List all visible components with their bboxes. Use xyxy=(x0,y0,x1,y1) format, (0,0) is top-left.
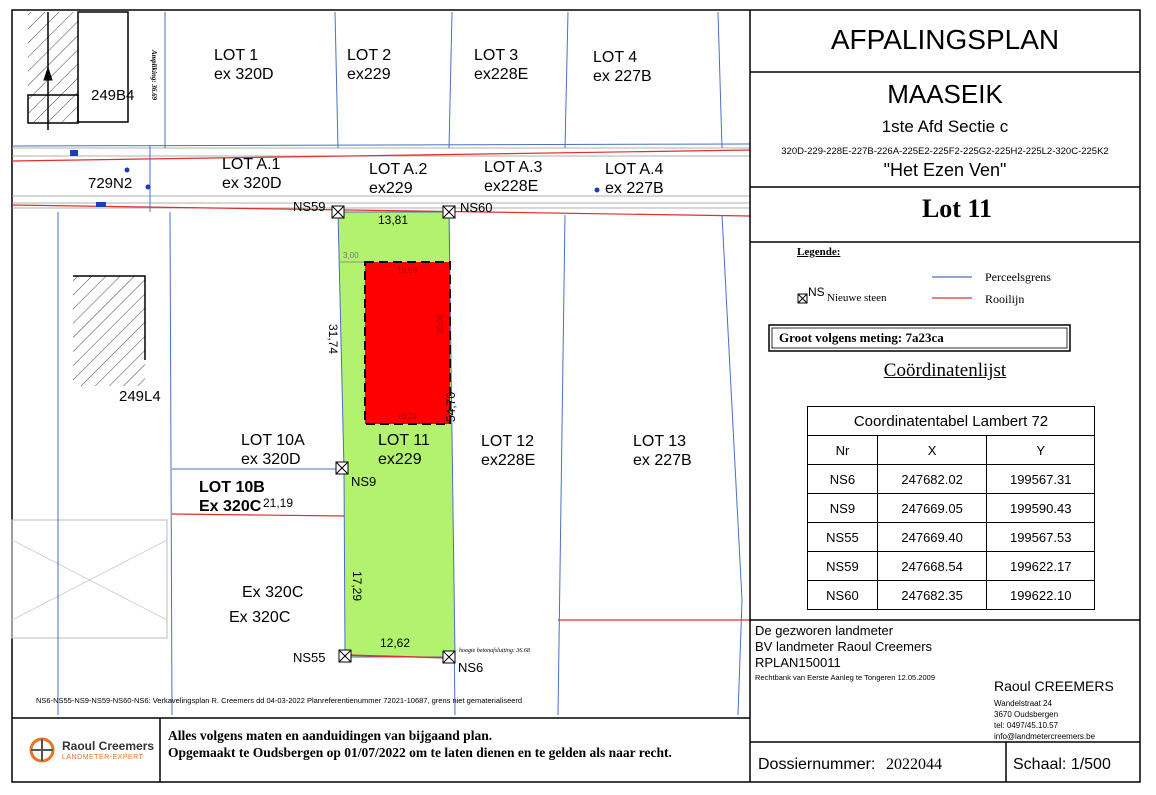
dimension-left-long: 31,74 xyxy=(326,324,340,355)
cell-x: 247682.02 xyxy=(877,465,987,494)
ns59-marker xyxy=(332,206,344,218)
lot-title: Lot 11 xyxy=(921,194,993,223)
dossier-label: Dossiernummer: xyxy=(758,756,876,773)
lot-label: LOT 12 ex228E xyxy=(481,433,536,469)
surveyor-line1: De gezworen landmeter xyxy=(755,623,894,638)
lot-label: LOT 11 ex229 xyxy=(378,432,430,468)
parcel-label: 249B4 xyxy=(91,87,135,104)
ns55-label: NS55 xyxy=(293,650,326,665)
logo-name: Raoul Creemers xyxy=(62,739,155,753)
coord-table-title: Coordinatentabel Lambert 72 xyxy=(808,407,1095,436)
surveyor-line2: BV landmeter Raoul Creemers xyxy=(755,639,933,654)
area-label: Groot volgens meting: 7a23ca xyxy=(779,330,944,345)
dimension-setback: 3,00 xyxy=(343,251,359,260)
legend-ns-icon xyxy=(798,294,807,303)
height-note: hoogte betonafsluiting: 36.68 xyxy=(459,648,530,654)
vertical-note: Ampliking: 36.69 xyxy=(150,50,158,101)
place-name: "Het Ezen Ven" xyxy=(883,160,1007,180)
cell-y: 199622.10 xyxy=(987,581,1095,610)
surveyor-name: Raoul CREEMERS xyxy=(994,678,1114,694)
section-label: 1ste Afd Sectie c xyxy=(881,117,1009,136)
ns9-label: NS9 xyxy=(351,474,377,489)
surveyor-tel: tel: 0497/45.10.57 xyxy=(994,721,1059,730)
dimension-left-short: 17,29 xyxy=(350,571,364,602)
table-row xyxy=(808,523,1095,552)
cell-x: 247669.40 xyxy=(877,523,987,552)
table-row xyxy=(808,465,1095,494)
cell-nr: NS9 xyxy=(808,494,878,523)
header-x: X xyxy=(877,436,987,465)
lot-label: LOT 10A ex 320D xyxy=(241,432,305,468)
building-dim-side: 20,00 xyxy=(436,313,445,334)
lot-label: LOT A.3 ex228E xyxy=(484,159,543,195)
cell-nr: NS55 xyxy=(808,523,878,552)
lot-label: LOT A.4 ex 227B xyxy=(605,161,664,197)
building-dim-top: 10,68 xyxy=(397,266,418,275)
surveyor-line3: RPLAN150011 xyxy=(755,655,841,670)
lot-label: LOT A.1 ex 320D xyxy=(222,156,282,192)
cell-x: 247669.05 xyxy=(877,494,987,523)
lot-label: LOT 2 ex229 xyxy=(347,47,392,83)
ns6-marker xyxy=(443,651,455,663)
existing-building-bottom-left xyxy=(12,520,167,638)
legend-item-perceelsgrens: Perceelsgrens xyxy=(985,270,1051,284)
lot-label: LOT 10B Ex 320C xyxy=(199,479,265,515)
lot-label: LOT A.2 ex229 xyxy=(369,161,428,197)
cell-nr: NS6 xyxy=(808,465,878,494)
parcel-label: 249L4 xyxy=(119,388,161,405)
surveyor-line4: Rechtbank van Eerste Aanleg te Tongeren 12.05.2009 xyxy=(755,673,935,682)
table-row xyxy=(808,494,1095,523)
dimension-right-long: 54,70 xyxy=(444,391,458,422)
header-y: Y xyxy=(987,436,1095,465)
existing-building-left xyxy=(73,276,145,386)
cell-y: 199590.43 xyxy=(987,494,1095,523)
surveyor-email: info@landmetercreemers.be xyxy=(994,732,1096,741)
ns55-marker xyxy=(339,650,351,662)
building-dim-bottom: 10,24 xyxy=(397,412,418,421)
ns60-label: NS60 xyxy=(460,200,493,215)
lot-label: LOT 13 ex 227B xyxy=(633,433,692,469)
coord-list-title: Coördinatenlijst xyxy=(883,360,1007,381)
table-row xyxy=(808,581,1095,610)
cell-y: 199622.17 xyxy=(987,552,1095,581)
ns6-label: NS6 xyxy=(458,660,484,675)
dimension-top: 13,81 xyxy=(378,213,409,227)
cell-nr: NS59 xyxy=(808,552,878,581)
ns59-label: NS59 xyxy=(293,199,326,214)
lot-label: LOT 3 ex228E xyxy=(474,47,529,83)
dossier-number: 2022044 xyxy=(886,756,942,773)
table-row xyxy=(808,552,1095,581)
surveyor-town: 3670 Oudsbergen xyxy=(994,710,1059,719)
legend-title: Legende: xyxy=(797,246,841,258)
cell-nr: NS60 xyxy=(808,581,878,610)
parcel-label: Ex 320C xyxy=(242,584,304,601)
plan-title: AFPALINGSPLAN xyxy=(830,24,1060,55)
statement-line1: Alles volgens maten en aanduidingen van bijgaand plan. xyxy=(168,728,493,743)
lot-label: LOT 4 ex 227B xyxy=(593,49,652,85)
logo-subtitle: LANDMETER-EXPERT xyxy=(62,754,144,761)
table-header-row xyxy=(808,436,1095,465)
lot-label: LOT 1 ex 320D xyxy=(214,47,274,83)
cell-y: 199567.31 xyxy=(987,465,1095,494)
coord-table xyxy=(807,406,1095,610)
ns60-marker xyxy=(443,206,455,218)
parcel-list: 320D-229-228E-227B-226A-225E2-225F2-225G2-225H2-225L2-320C-225K2 xyxy=(781,146,1109,157)
legend-ns-symbol: NS xyxy=(808,285,825,299)
plan-footnote: NS6-NS55-NS9-NS59-NS60-NS6: Verkavelingsplan R. Creemers dd 04-03-2022 Planreferentienummer 72021-10687, grens niet gematerialiseerd xyxy=(36,696,523,705)
cell-x: 247682.35 xyxy=(877,581,987,610)
statement-line2: Opgemaakt te Oudsbergen op 01/07/2022 om te laten dienen en te gelden als naar recht. xyxy=(168,745,672,760)
dimension-bottom: 12,62 xyxy=(380,636,411,650)
ns9-marker xyxy=(336,462,348,474)
existing-building-top-left xyxy=(28,12,128,130)
header-nr: Nr xyxy=(808,436,878,465)
parcel-label: 729N2 xyxy=(88,175,133,192)
legend-item-rooilijn: Rooilijn xyxy=(985,292,1025,306)
cell-x: 247668.54 xyxy=(877,552,987,581)
dimension-lot10b: 21,19 xyxy=(263,496,294,510)
surveyor-street: Wandelstraat 24 xyxy=(994,699,1052,708)
cell-y: 199567.53 xyxy=(987,523,1095,552)
city-name: MAASEIK xyxy=(887,79,1003,109)
parcel-label: Ex 320C xyxy=(229,609,291,626)
scale-label: Schaal: 1/500 xyxy=(1013,756,1111,773)
legend-ns-label: Nieuwe steen xyxy=(827,292,887,304)
building-footprint xyxy=(365,262,450,424)
logo-icon xyxy=(31,739,53,761)
